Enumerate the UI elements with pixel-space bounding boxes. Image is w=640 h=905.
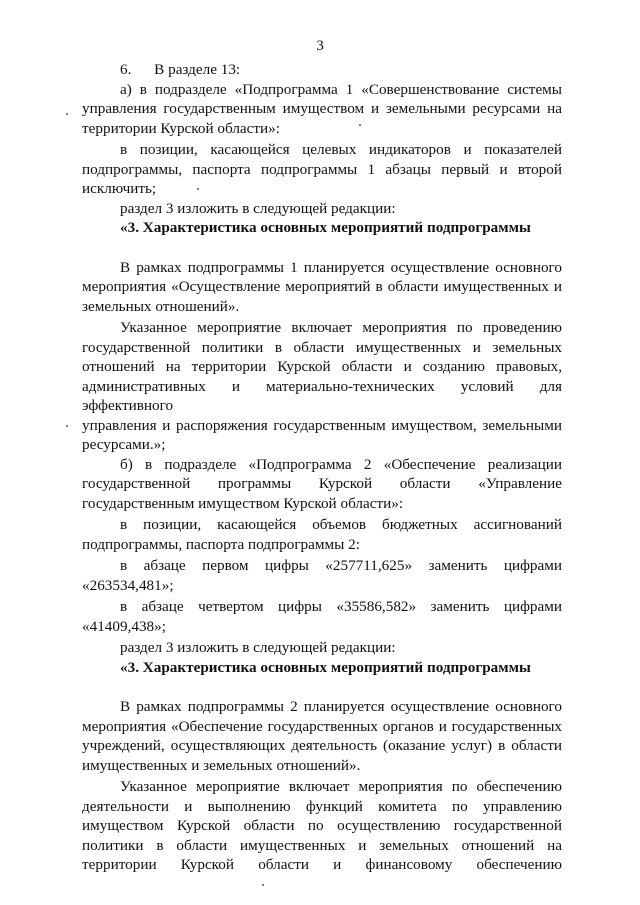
- page-number: 3: [316, 37, 324, 54]
- paragraph-line: государственным имуществом Курской области»:: [82, 494, 404, 512]
- paragraph-line: раздел 3 изложить в следующей редакции:: [120, 199, 396, 217]
- paragraph-line: территории Курской области»:: [82, 119, 280, 137]
- scan-speck: [262, 884, 264, 886]
- paragraph-line: отношений на территории Курской области и созданию правовых,: [82, 358, 562, 375]
- paragraph-line: б) в подразделе «Подпрограмма 2 «Обеспечение реализации: [120, 455, 562, 473]
- document-body: [82, 60, 562, 875]
- section-heading: «3. Характеристика основных мероприятий подпрограммы: [120, 219, 531, 236]
- paragraph-line: в позиции, касающейся объемов бюджетных ассигнований: [120, 516, 562, 533]
- paragraph-line: государственной политики в области имущественных и земельных: [82, 338, 562, 356]
- scan-speck: [66, 113, 68, 115]
- paragraph-line: земельных отношений».: [82, 297, 240, 315]
- paragraph-line: управления и распоряжения государственным имуществом, земельными: [82, 416, 562, 434]
- paragraph-line: деятельности и выполнению функций комитета по управлению: [82, 797, 562, 815]
- section-heading: «3. Характеристика основных мероприятий подпрограммы: [120, 658, 531, 676]
- paragraph-line: В рамках подпрограммы 1 планируется осуществление основного: [120, 258, 562, 276]
- paragraph-line: мероприятия «Обеспечение государственных органов и государственных: [82, 717, 562, 735]
- paragraph-line: подпрограммы, паспорта подпрограммы 1 абзацы первый и второй: [82, 160, 562, 178]
- paragraph-line: подпрограммы, паспорта подпрограммы 2:: [82, 535, 360, 553]
- paragraph-line: административных и материально-технических условий для эффективного: [82, 377, 562, 414]
- paragraph-line: в абзаце четвертом цифры «35586,582» заменить цифрами: [120, 598, 562, 615]
- paragraph-line: раздел 3 изложить в следующей редакции:: [120, 639, 396, 656]
- paragraph-line: территории Курской области и финансовому обеспечению: [82, 856, 562, 873]
- paragraph-line: Указанное мероприятие включает мероприятия по обеспечению: [120, 778, 562, 795]
- scan-speck: [359, 124, 361, 126]
- paragraph-line: «263534,481»;: [82, 576, 174, 594]
- paragraph-line: В рамках подпрограммы 2 планируется осуществление основного: [120, 698, 562, 715]
- section-item-6: 6. В разделе 13:: [120, 61, 241, 78]
- scan-speck: [197, 188, 199, 190]
- paragraph-line: политики в области имущественных и земельных отношений на: [82, 836, 562, 854]
- paragraph-line: а) в подразделе «Подпрограмма 1 «Совершенствование системы: [120, 80, 562, 98]
- paragraph-line: «41409,438»;: [82, 617, 166, 635]
- paragraph-line: учреждений, осуществляющих деятельность (оказание услуг) в области: [82, 737, 562, 754]
- paragraph-line: имуществом Курской области по осуществлению государственной: [82, 817, 562, 834]
- paragraph-line: в позиции, касающейся целевых индикаторов и показателей: [120, 141, 562, 158]
- paragraph-line: имущественных и земельных отношений».: [82, 756, 361, 774]
- paragraph-line: в абзаце первом цифры «257711,625» заменить цифрами: [120, 557, 562, 574]
- scan-speck: [66, 425, 68, 427]
- paragraph-line: Указанное мероприятие включает мероприятия по проведению: [120, 319, 562, 336]
- paragraph-line: управления государственным имуществом и земельными ресурсами на: [82, 100, 562, 117]
- paragraph-line: ресурсами.»;: [82, 436, 166, 453]
- paragraph-line: исключить;: [82, 180, 157, 197]
- paragraph-line: мероприятия «Осуществление мероприятий в области имущественных и: [82, 278, 562, 295]
- paragraph-line: государственной программы Курской области «Управление: [82, 475, 562, 492]
